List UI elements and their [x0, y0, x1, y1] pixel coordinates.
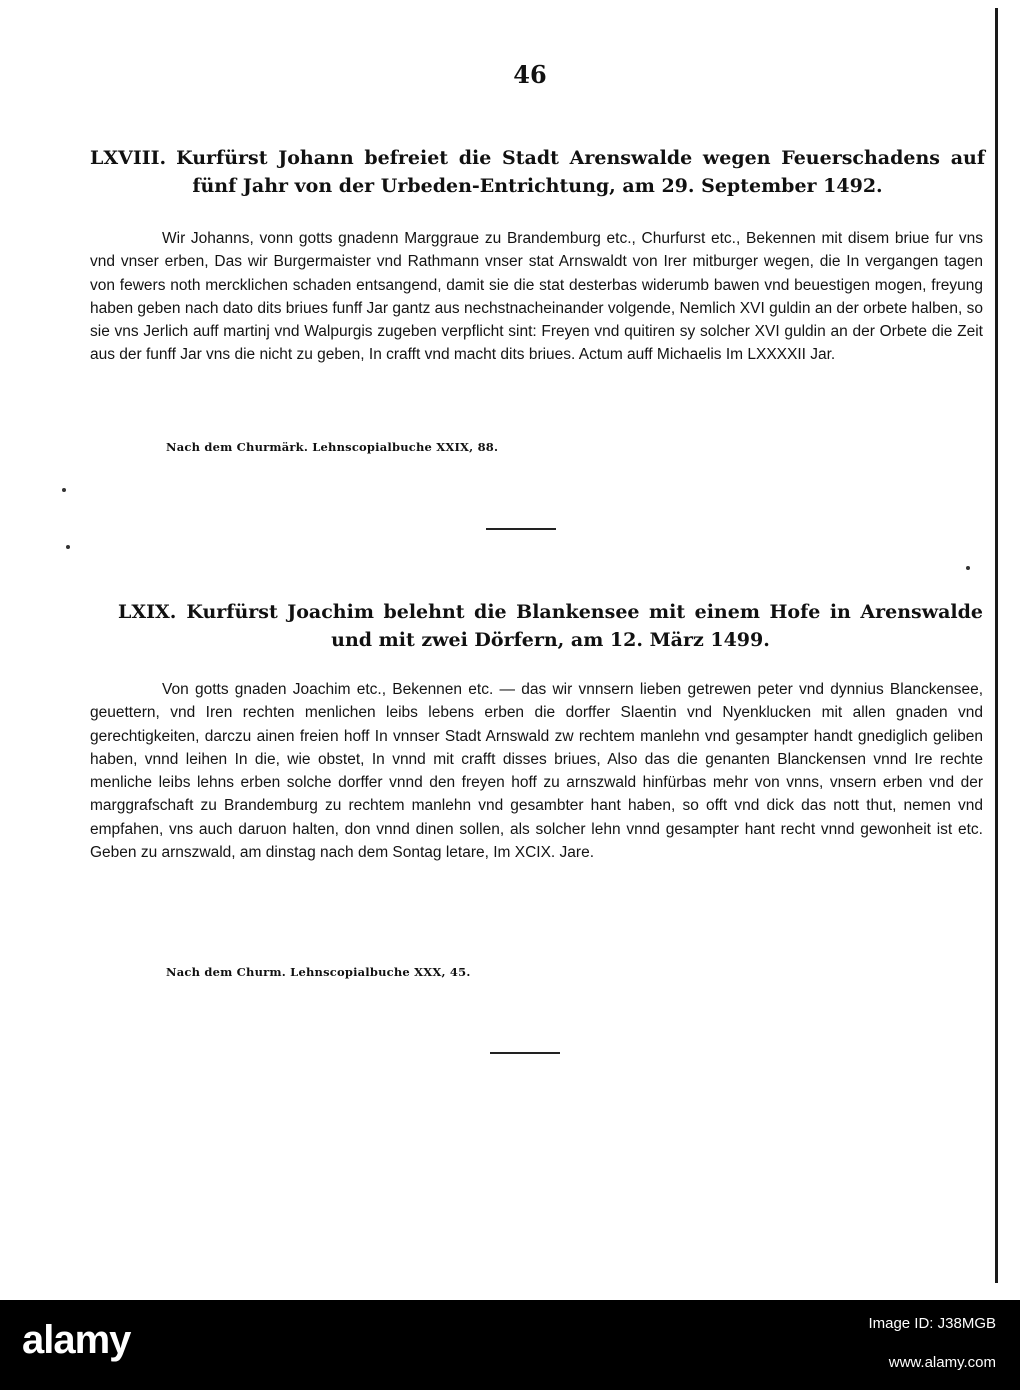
page-edge-rule: [995, 8, 998, 1283]
section-body-lxviii: Wir Johanns, vonn gotts gnadenn Marggraue zu Brandemburg etc., Churfurst etc., Bekennen mit disem briue fur vns vnd vnser erben, Das wir Burgermaister vnd Rathmann vnser stat Arnswaldt von Irer mitburger wegen, die In vergangen tagen von fewers noth mercklichen schaden entsangend, damit sie die stat desterbas widerumb bawen vnd beuestigen mogen, freyung haben geben nach dato dits briues funff Jar gantz aus nechstnacheinander volgende, Nemlich XVI guldin an der orbete halben, so sie vns Jerlich auff martinj vnd Walpurgis zugeben verpflicht sint: Freyen vnd quitiren sy solcher XVI guldin an der Orbete die Zeit aus der funff Jar vns die nicht zu geben, In crafft vnd macht dits briues. Actum auff Michaelis Im LXXXXII Jar.: [90, 230, 983, 364]
section-title: Kurfürst Joachim belehnt die Blankensee mit einem Hofe in Arenswalde und mit zwei Dörfern, am 12. März 1499.: [186, 601, 983, 651]
section-heading-lxix: [118, 598, 983, 654]
print-speck: [62, 488, 66, 492]
source-citation-lxix: Nach dem Churm. Lehnscopialbuche XXX, 45.: [166, 965, 471, 979]
image-id-label: Image ID: J38MGB: [868, 1315, 996, 1332]
footer-info: [868, 1315, 996, 1371]
section-body-lxix: Von gotts gnaden Joachim etc., Bekennen etc. — das wir vnnsern lieben getrewen peter vnd dynnius Blanckensee, geuettern, vnd Iren rechten menlichen leibs lebens erben die dorffer Slaentin vnd Nyenklucken mit allen gnaden vnd gerechtigkeiten, darczu ainen freien hoff In vnnser Stadt Arnswald zw rechtem manlehn vnd gesampter handt gnediglich geliben haben, vnnd leihen In die, wie obstet, In vnnd mit crafft disses briues, Also das die genanten Blanckensen vnnd Ire rechte menliche leibs lehns erben solche dorffer vnnd den freyen hoff zu arnszwald hinfürbas mehr von vnns, vnsern erben vnd der marggrafschaft zu Brandemburg zu rechtem manlehn vnd gesambter hant haben, so offt vnd dick das nott thut, nemen vnd empfahen, vns auch daruon halten, don vnnd dinen sollen, als solcher lehn vnnd gesampter hant recht vnnd gewonheit ist etc. Geben zu arnszwald, am dinstag nach dem Sontag letare, Im XCIX. Jare.: [90, 681, 983, 862]
section-divider: [486, 528, 556, 530]
section-numeral: LXVIII.: [90, 147, 167, 169]
section-title: Kurfürst Johann befreiet die Stadt Arenswalde wegen Feuerschadens auf fünf Jahr von der Urbeden-Entrichtung, am 29. September 1492.: [176, 147, 985, 197]
section-heading-lxviii: [90, 144, 985, 200]
alamy-logo[interactable]: alamy: [22, 1318, 131, 1362]
page-number: 46: [513, 60, 547, 89]
print-speck: [966, 566, 970, 570]
site-url-link[interactable]: www.alamy.com: [888, 1354, 996, 1371]
source-citation-lxviii: Nach dem Churmärk. Lehnscopialbuche XXIX, 88.: [166, 440, 499, 454]
print-speck: [66, 545, 70, 549]
section-numeral: LXIX.: [118, 601, 177, 623]
watermark-footer-bar: [0, 1300, 1020, 1390]
section-divider: [490, 1052, 560, 1054]
